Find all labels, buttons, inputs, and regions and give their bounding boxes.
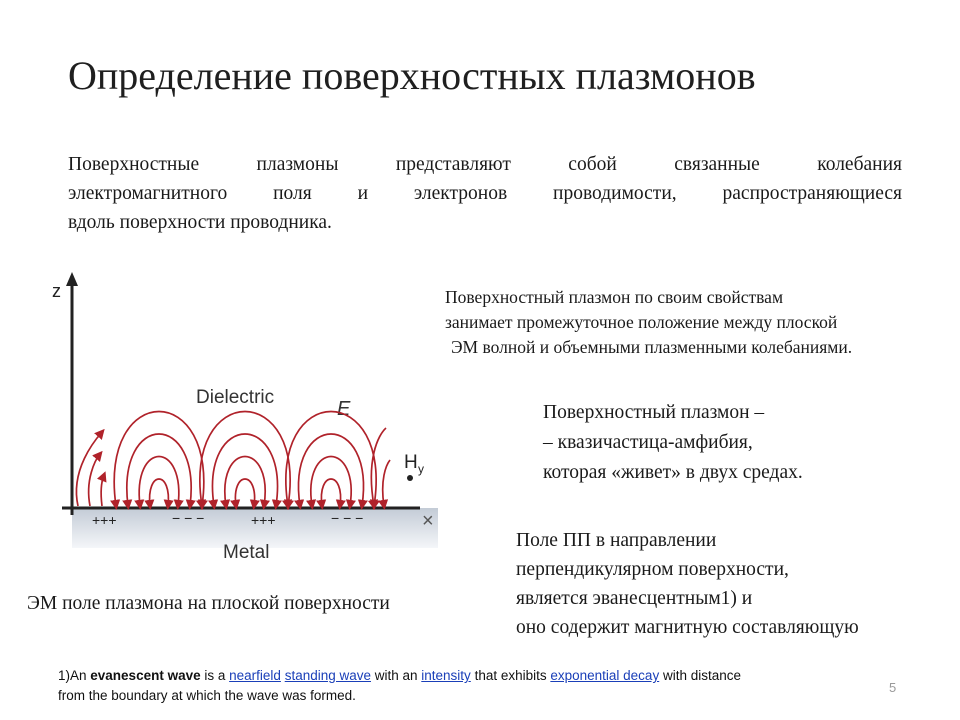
charge-label: +++: [92, 512, 117, 528]
field-line: [150, 479, 169, 506]
text-line: занимает промежуточное положение между плоской: [445, 312, 838, 332]
charge-label: − − −: [172, 510, 205, 526]
text-line: Поверхностный плазмон по своим свойствам: [445, 287, 784, 307]
field-lines: [76, 412, 390, 507]
charge-label: +++: [251, 512, 276, 528]
intro-line: вдоль поверхности проводника.: [68, 212, 332, 233]
field-line: [127, 434, 191, 506]
diagram-caption: ЭМ поле плазмона на плоской поверхности: [27, 593, 390, 614]
field-line: [89, 454, 100, 506]
footnote-line-1: [58, 666, 741, 686]
field-line: [225, 457, 265, 507]
field-line: [235, 479, 254, 506]
charge-label: − − −: [331, 510, 364, 526]
intermediate-properties-text: [445, 285, 852, 360]
field-line: [311, 457, 351, 507]
text-line: которая «живет» в двух средах.: [543, 462, 803, 483]
h-field-subscript: y: [418, 462, 424, 476]
footnote-text: with an: [371, 668, 422, 683]
footnote-text: 1)An: [58, 668, 91, 683]
text-line: перпендикулярном поверхности,: [516, 559, 789, 580]
field-line: [321, 479, 340, 506]
z-axis-label: z: [52, 281, 61, 301]
x-axis-label: ×: [422, 510, 434, 532]
e-field-label: E: [337, 398, 351, 420]
link-exponential-decay[interactable]: exponential decay: [550, 668, 660, 683]
text-line: Поле ПП в направлении: [516, 530, 717, 551]
h-field-label: H: [404, 452, 418, 473]
footnote: [58, 666, 741, 706]
footnote-text: with distance: [659, 668, 741, 683]
field-line: [371, 428, 386, 506]
intro-paragraph: [68, 150, 902, 237]
slide-title: Определение поверхностных плазмонов: [68, 53, 756, 98]
amphibian-quasiparticle-text: [543, 398, 803, 488]
text-line: является эванесцентным1) и: [516, 588, 753, 609]
footnote-bold-term: evanescent wave: [90, 668, 201, 683]
z-axis-arrowhead: [66, 272, 78, 286]
link-intensity[interactable]: intensity: [421, 668, 471, 683]
field-line: [139, 457, 179, 507]
field-line: [213, 434, 278, 506]
plasmon-field-diagram: [40, 270, 450, 570]
metal-label: Metal: [223, 542, 270, 563]
footnote-text: is a: [200, 668, 230, 683]
text-line: – квазичастица-амфибия,: [543, 432, 753, 453]
intro-line: Поверхностные плазмоны представляют собой связанные колебания: [68, 154, 902, 175]
footnote-line-2: from the boundary at which the wave was formed.: [58, 688, 356, 703]
text-line: оно содержит магнитную составляющую: [516, 617, 859, 638]
footnote-text: that exhibits: [470, 668, 551, 683]
page-number: 5: [889, 680, 897, 695]
h-field-dot: [407, 475, 413, 481]
text-line: ЭМ волной и объемными плазменными колебаниями.: [451, 337, 853, 357]
evanescent-field-text: [516, 526, 859, 642]
text-line: Поверхностный плазмон –: [543, 402, 765, 423]
dielectric-label: Dielectric: [196, 387, 275, 408]
field-line: [101, 475, 104, 506]
field-line: [383, 460, 390, 506]
field-line: [299, 434, 364, 506]
intro-line: электромагнитного поля и электронов проводимости, распространяющиеся: [68, 183, 902, 204]
link-standing-wave[interactable]: standing wave: [284, 668, 371, 683]
link-nearfield[interactable]: nearfield: [229, 668, 281, 683]
